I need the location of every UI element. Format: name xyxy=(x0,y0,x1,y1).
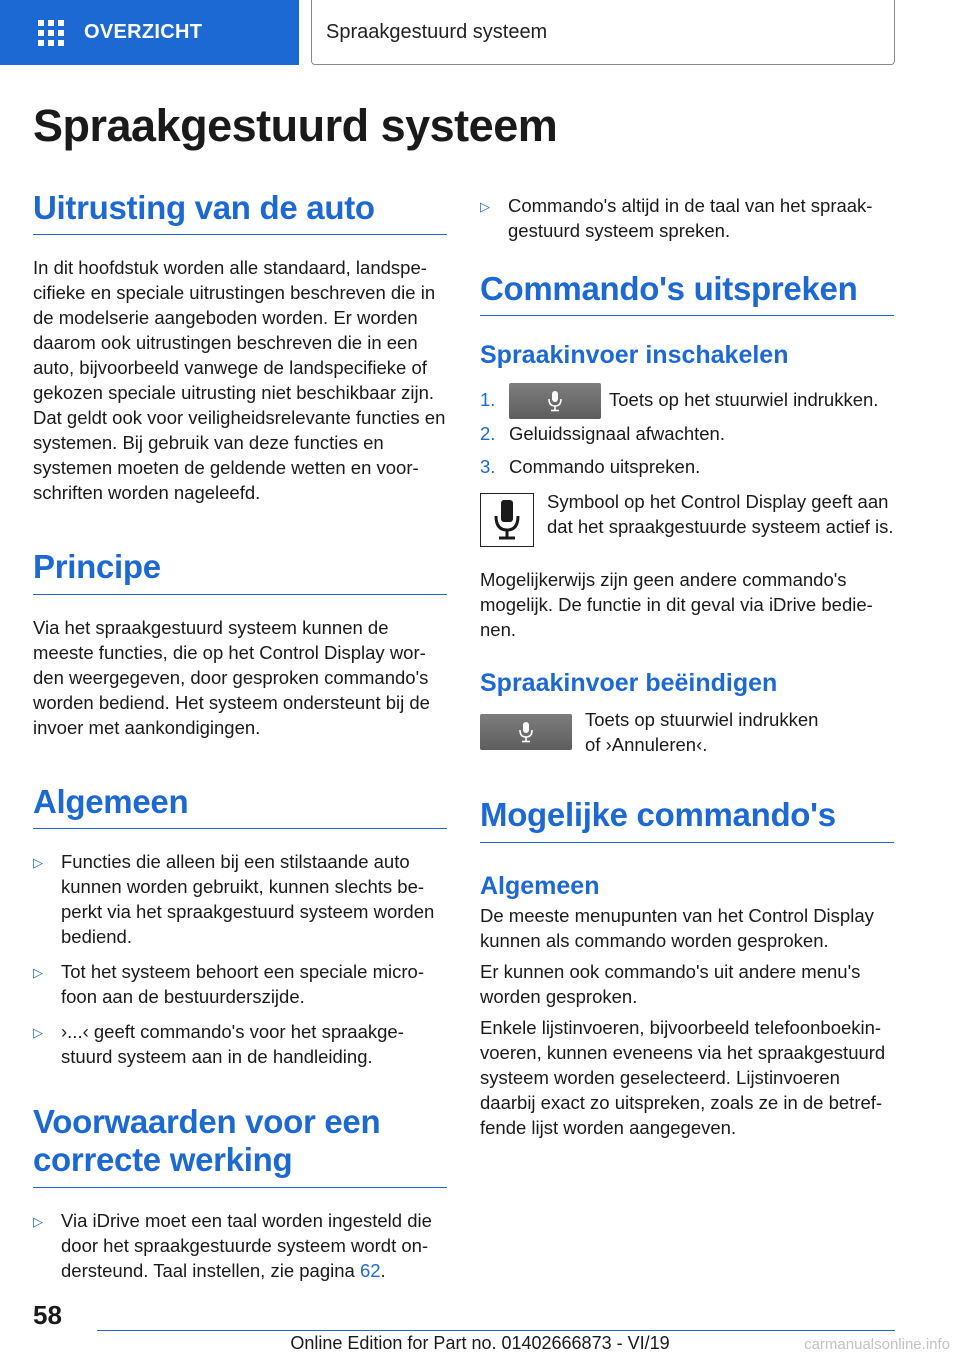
footer-divider xyxy=(97,1330,895,1331)
triangle-right-icon: ▷ xyxy=(480,199,490,214)
microphone-symbol xyxy=(480,493,534,547)
subsection-title-general: Algemeen xyxy=(480,871,600,900)
overview-label: OVERZICHT xyxy=(84,21,203,43)
list-item: ▷ Via iDrive moet een taal worden ingesteld die door het spraakgestuurde systeem wordt on-dersteund. Taal instellen, zie pagina 62. xyxy=(33,1209,432,1281)
continued-list xyxy=(480,193,894,243)
symbol-description: Symbool op het Control Display geeft aan dat het spraakgestuurde systeem actief is. xyxy=(547,491,894,538)
commands-paragraph-1: De meeste menupunten van het Control Display kunnen als commando worden gesproken. xyxy=(480,904,874,951)
watermark: carmanualsonline.info xyxy=(804,1336,950,1353)
chapter-tab[interactable]: Spraakgestuurd systeem xyxy=(311,0,895,65)
steering-wheel-button-image xyxy=(509,383,601,419)
page-number: 58 xyxy=(33,1300,62,1330)
left-column xyxy=(33,190,447,1293)
page-link[interactable]: 62 xyxy=(359,1259,381,1281)
end-input-description: Toets op stuurwiel indrukken of ›Annuleren‹. xyxy=(585,709,819,756)
section-title-speak-commands: Commando's uitspreken xyxy=(480,271,894,316)
display-symbol-row xyxy=(480,493,894,547)
step-item: 1. Toets op het stuurwiel indrukken. xyxy=(480,382,894,419)
overview-button[interactable] xyxy=(0,0,299,65)
triangle-right-icon: ▷ xyxy=(33,1213,43,1229)
microphone-icon xyxy=(547,390,563,412)
triangle-right-icon: ▷ xyxy=(33,1024,43,1040)
limitation-paragraph: Mogelijkerwijs zijn geen andere commando's mogelijk. De functie in dit geval via iDrive bedie-nen. xyxy=(480,569,873,641)
list-item: ▷ Commando's altijd in de taal van het spraak-gestuurd systeem spreken. xyxy=(480,195,873,241)
step-item: 2. Geluidssignaal afwachten. xyxy=(480,423,725,445)
requirements-list xyxy=(33,1208,447,1283)
principle-paragraph: Via het spraakgestuurd systeem kunnen de meeste functies, die op het Control Display wor-den weergegeven, door gesproken commando's worden bediend. Het systeem ondersteunt bij de invoer met aankondigingen. xyxy=(33,616,430,738)
section-title-principle: Principe xyxy=(33,549,447,594)
grid-icon xyxy=(38,20,64,46)
list-item: ▷ Tot het systeem behoort een speciale micro-foon aan de bestuurderszijde. xyxy=(33,960,424,1007)
page-title: Spraakgestuurd systeem xyxy=(33,100,558,151)
commands-paragraph-2: Er kunnen ook commando's uit andere menu's worden gesproken. xyxy=(480,960,861,1007)
steering-wheel-button-image xyxy=(480,714,572,750)
list-item: ▷ Functies die alleen bij een stilstaande auto kunnen worden gebruikt, kunnen slechts be-perkt via het spraakgestuurd systeem worden bediend. xyxy=(33,850,435,947)
list-item: ▷ ›...‹ geeft commando's voor het spraakge-stuurd systeem aan in de handleiding. xyxy=(33,1020,404,1067)
section-title-equipment: Uitrusting van de auto xyxy=(33,190,447,235)
edition-note: Online Edition for Part no. 01402666873 - VI/19 xyxy=(290,1333,670,1353)
section-title-general: Algemeen xyxy=(33,784,447,829)
commands-paragraph-3: Enkele lijstinvoeren, bijvoorbeeld telefoonboekin-voeren, kunnen eveneens via het spraakgestuurd systeem worden geselecteerd. Lijstinvoeren daarbij exact zo uitspreken, zoals ze in de betref-fende lijst worden aangegeven. xyxy=(480,1016,886,1138)
microphone-icon xyxy=(518,721,534,743)
general-list xyxy=(33,849,447,1069)
step-item: 3. Commando uitspreken. xyxy=(480,456,701,478)
activation-steps xyxy=(480,382,894,479)
subsection-title-end: Spraakinvoer beëindigen xyxy=(480,669,778,698)
equipment-paragraph: In dit hoofdstuk worden alle standaard, landspe-cifieke en speciale uitrustingen beschreven die in de modelserie aangeboden worden. Er worden daarom ook uitrustingen beschreven die in een auto, bijvoorbeeld vanwege de landspecifieke of gekozen speciale uitrusting niet beschikbaar zijn. Dat geldt ook voor veiligheidsrelevante functies en systemen. Bij gebruik van deze functies en systemen moeten de geldende wetten en voor-schriften worden nageleefd. xyxy=(33,257,446,504)
triangle-right-icon: ▷ xyxy=(33,964,43,980)
end-input-row xyxy=(480,710,894,757)
right-column xyxy=(480,190,894,1140)
section-title-possible-commands: Mogelijke commando's xyxy=(480,797,894,842)
section-title-requirements: Voorwaarden voor een correcte werking xyxy=(33,1103,447,1188)
subsection-title-activate: Spraakinvoer inschakelen xyxy=(480,341,789,370)
triangle-right-icon: ▷ xyxy=(33,854,43,870)
microphone-icon xyxy=(492,498,522,542)
